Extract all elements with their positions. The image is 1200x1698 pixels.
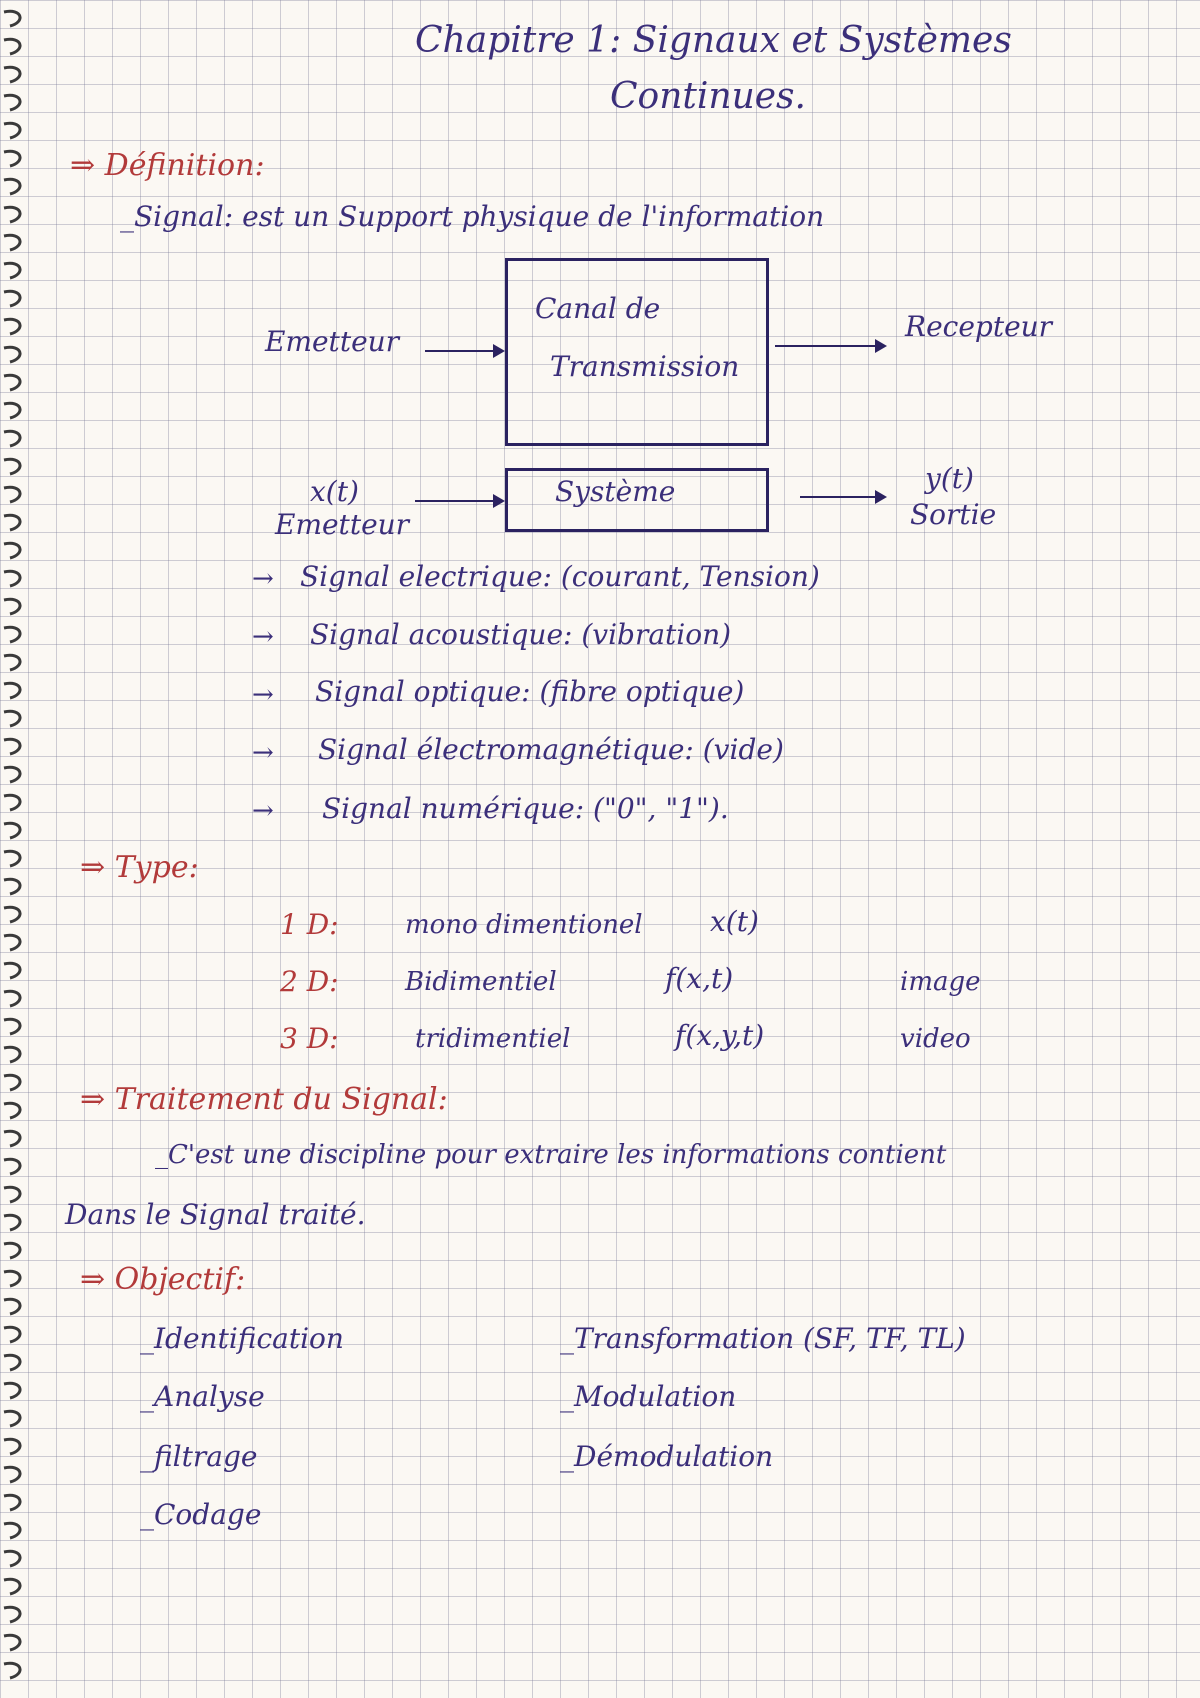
spiral-ring xyxy=(4,1159,20,1174)
spiral-ring xyxy=(4,851,20,866)
spiral-ring xyxy=(4,1579,20,1594)
spiral-ring xyxy=(4,1607,20,1622)
spiral-ring xyxy=(4,879,20,894)
type-heading: ⇒ Type: xyxy=(80,850,199,885)
objectif-heading: ⇒ Objectif: xyxy=(80,1262,246,1297)
spiral-ring xyxy=(4,319,20,334)
spiral-ring xyxy=(4,1103,20,1118)
signal-arrow-5: → xyxy=(252,796,274,826)
type-row2-example: image xyxy=(900,967,981,997)
type-row2-formula: f(x,t) xyxy=(665,962,734,995)
spiral-ring xyxy=(4,935,20,950)
page-title-line2: Continues. xyxy=(610,76,806,117)
spiral-ring xyxy=(4,1355,20,1370)
objectif-right-3: _Démodulation xyxy=(560,1440,774,1473)
spiral-ring xyxy=(4,599,20,614)
spiral-ring xyxy=(4,627,20,642)
spiral-ring xyxy=(4,571,20,586)
type-row3-formula: f(x,y,t) xyxy=(675,1019,765,1052)
type-row3-dim: 3 D: xyxy=(280,1022,339,1055)
spiral-ring xyxy=(4,1439,20,1454)
spiral-ring xyxy=(4,403,20,418)
type-row3-desc: tridimentiel xyxy=(415,1024,571,1054)
spiral-ring xyxy=(4,823,20,838)
spiral-ring xyxy=(4,39,20,54)
spiral-ring xyxy=(4,1075,20,1090)
signal-item-5: Signal numérique: ("0", "1"). xyxy=(322,792,729,825)
diagram2-input-arrow xyxy=(415,500,503,502)
page-title-line1: Chapitre 1: Signaux et Systèmes xyxy=(415,20,1012,61)
spiral-ring xyxy=(4,375,20,390)
diagram1-receiver-label: Recepteur xyxy=(905,310,1053,343)
spiral-ring xyxy=(4,963,20,978)
diagram2-input-signal: x(t) xyxy=(310,475,359,508)
signal-item-1: Signal electrique: (courant, Tension) xyxy=(300,560,820,593)
spiral-ring xyxy=(4,1019,20,1034)
traitement-line2: Dans le Signal traité. xyxy=(65,1198,366,1231)
type-row3-example: video xyxy=(900,1024,971,1054)
objectif-left-4: _Codage xyxy=(140,1498,262,1531)
spiral-ring xyxy=(4,907,20,922)
signal-arrow-1: → xyxy=(252,564,274,594)
signal-arrow-3: → xyxy=(252,680,274,710)
type-row2-desc: Bidimentiel xyxy=(405,967,557,997)
spiral-ring xyxy=(4,1215,20,1230)
objectif-left-1: _Identification xyxy=(140,1322,344,1355)
spiral-ring xyxy=(4,711,20,726)
type-row1-dim: 1 D: xyxy=(280,908,339,941)
spiral-ring xyxy=(4,1299,20,1314)
diagram1-output-arrow xyxy=(775,345,885,347)
spiral-ring xyxy=(4,179,20,194)
spiral-ring xyxy=(4,263,20,278)
spiral-ring xyxy=(4,1663,20,1678)
spiral-ring xyxy=(4,347,20,362)
signal-arrow-2: → xyxy=(252,622,274,652)
spiral-ring xyxy=(4,11,20,26)
diagram1-box-line1: Canal de xyxy=(535,292,661,325)
diagram2-output-signal: y(t) xyxy=(925,462,974,495)
type-row2-dim: 2 D: xyxy=(280,965,339,998)
traitement-heading: ⇒ Traitement du Signal: xyxy=(80,1082,448,1117)
spiral-ring xyxy=(4,1327,20,1342)
spiral-ring xyxy=(4,1131,20,1146)
spiral-ring xyxy=(4,1523,20,1538)
definition-text: _Signal: est un Support physique de l'information xyxy=(120,200,825,233)
signal-item-3: Signal optique: (fibre optique) xyxy=(315,675,745,708)
objectif-right-2: _Modulation xyxy=(560,1380,737,1413)
spiral-ring xyxy=(4,1635,20,1650)
spiral-ring xyxy=(4,487,20,502)
signal-item-4: Signal électromagnétique: (vide) xyxy=(318,733,784,766)
spiral-ring xyxy=(4,683,20,698)
spiral-ring xyxy=(4,1383,20,1398)
type-row1-formula: x(t) xyxy=(710,905,759,938)
spiral-ring xyxy=(4,655,20,670)
spiral-ring xyxy=(4,207,20,222)
spiral-binding xyxy=(0,0,30,1698)
diagram2-output-arrow xyxy=(800,496,885,498)
spiral-ring xyxy=(4,795,20,810)
spiral-ring xyxy=(4,543,20,558)
objectif-left-3: _filtrage xyxy=(140,1440,258,1473)
objectif-left-2: _Analyse xyxy=(140,1380,265,1413)
diagram1-input-arrow xyxy=(425,350,503,352)
spiral-ring xyxy=(4,991,20,1006)
spiral-ring xyxy=(4,123,20,138)
traitement-line1: _C'est une discipline pour extraire les informations contient xyxy=(155,1140,947,1170)
spiral-ring xyxy=(4,1411,20,1426)
signal-item-2: Signal acoustique: (vibration) xyxy=(310,618,732,651)
spiral-ring xyxy=(4,1243,20,1258)
spiral-ring xyxy=(4,459,20,474)
definition-heading: ⇒ Définition: xyxy=(70,148,265,183)
spiral-ring xyxy=(4,1187,20,1202)
diagram1-emitter-label: Emetteur xyxy=(265,325,400,358)
spiral-ring xyxy=(4,515,20,530)
spiral-ring xyxy=(4,67,20,82)
diagram2-box-label: Système xyxy=(555,475,676,508)
spiral-ring xyxy=(4,1495,20,1510)
spiral-ring xyxy=(4,1467,20,1482)
diagram1-box-line2: Transmission xyxy=(550,350,740,383)
spiral-ring xyxy=(4,739,20,754)
spiral-ring xyxy=(4,151,20,166)
type-row1-desc: mono dimentionel xyxy=(405,910,643,940)
spiral-ring xyxy=(4,767,20,782)
objectif-right-1: _Transformation (SF, TF, TL) xyxy=(560,1322,966,1355)
spiral-ring xyxy=(4,235,20,250)
spiral-ring xyxy=(4,1047,20,1062)
diagram2-input-label: Emetteur xyxy=(275,508,410,541)
spiral-ring xyxy=(4,1551,20,1566)
spiral-ring xyxy=(4,1271,20,1286)
spiral-ring xyxy=(4,431,20,446)
signal-arrow-4: → xyxy=(252,738,274,768)
spiral-ring xyxy=(4,291,20,306)
spiral-ring xyxy=(4,95,20,110)
diagram2-output-label: Sortie xyxy=(910,498,997,531)
